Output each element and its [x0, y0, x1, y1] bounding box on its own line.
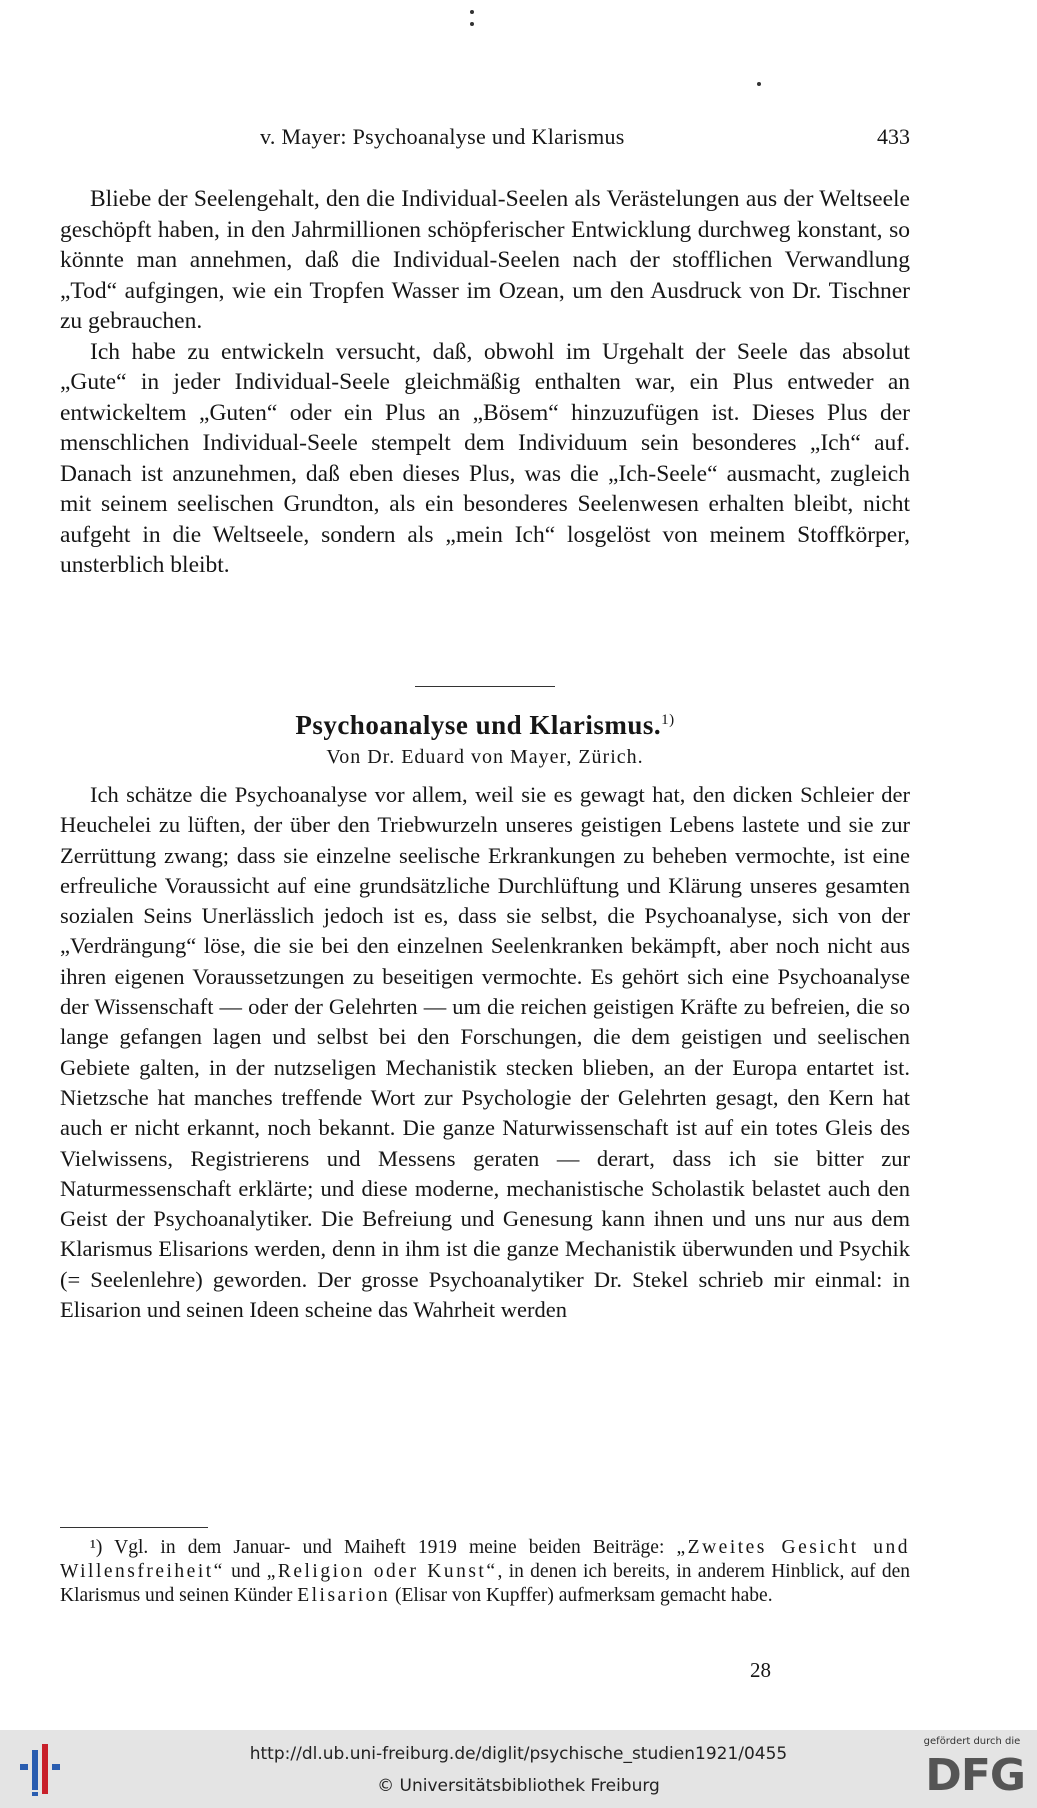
- scan-speck: [470, 22, 474, 26]
- footnote-part: und: [224, 1561, 267, 1582]
- scan-speck: [470, 10, 474, 14]
- page-header: [60, 124, 910, 158]
- footnote: [60, 1536, 910, 1608]
- dfg-logo-text: DFG: [925, 1750, 1025, 1801]
- footnote-divider: [60, 1527, 208, 1528]
- footnote-reference[interactable]: 1): [661, 712, 675, 728]
- article-body: [60, 780, 910, 1325]
- permalink-url[interactable]: http://dl.ub.uni-freiburg.de/diglit/psychische_studien1921/0455: [249, 1744, 788, 1764]
- section-separator: [415, 686, 555, 687]
- intro-paragraph: Bliebe der Seelengehalt, den die Individual-Seelen als Verästelungen aus der Weltseele geschöpft haben, in den Jahrmillionen schöpferischer Entwicklung durchweg konstant, so könnte man annehmen, daß die Individual-Seelen nach der stofflichen Verwandlung „Tod“ aufgingen, wie ein Tropfen Wasser im Ozean, um den Ausdruck von Dr. Tischner zu gebrauchen.: [60, 186, 910, 334]
- article-title-text: Psychoanalyse und Klarismus.: [295, 710, 662, 740]
- dfg-logo: [917, 1736, 1027, 1806]
- page-number: 433: [877, 124, 910, 149]
- footnote-title: „Zweites Gesicht und Willensfreiheit“: [60, 1537, 911, 1582]
- signature-mark: 28: [750, 1658, 771, 1682]
- footnote-name: Elisarion: [297, 1585, 391, 1606]
- footnote-text: [60, 1536, 910, 1608]
- footnote-part: (Elisar von Kupffer) aufmerksam gemacht habe.: [390, 1585, 773, 1606]
- viewer-footer: [0, 1730, 1037, 1808]
- article-byline: Von Dr. Eduard von Mayer, Zürich.: [326, 746, 644, 768]
- intro-text: [60, 184, 910, 581]
- article-title: [60, 710, 910, 741]
- scan-speck: [757, 82, 761, 86]
- footnote-part: , in denen ich bereits, in anderem Hinblick, auf den Klarismus und seinen Künder: [60, 1561, 910, 1606]
- footnote-part: ¹) Vgl. in dem Januar- und Maiheft 1919 meine beiden Beiträge:: [90, 1537, 677, 1558]
- footnote-title: „Religion oder Kunst“: [266, 1561, 498, 1582]
- running-head: v. Mayer: Psychoanalyse und Klarismus: [260, 124, 625, 149]
- body-paragraph: Ich schätze die Psychoanalyse vor allem, weil sie es gewagt hat, den dicken Schleier der Heuchelei zu lüften, der über den Triebwurzeln unseres geistigen Lebens lastete und sie zur Zerrüttung zwang; dass sie einzelne seelische Erkrankungen zu beheben vermochte, ist eine erfreuliche Voraussicht auf eine grundsätzliche Durchlüftung und Klärung unseres gesamten sozialen Seins Unerlässlich jedoch ist es, dass sie selbst, die Psychoanalyse, sich von der „Verdrängung“ löse, die sie bei den einzelnen Seelenkranken bekämpft, aber noch nicht aus ihren eigenen Voraussetzungen zu beseitigen vermochte. Es gehört sich eine Psychoanalyse der Wissenschaft — oder der Gelehrten — um die reichen geistigen Kräfte zu befreien, die so lange gefangen lagen und selbst bei den Forschungen, die dem geistigen und seelischen Gebiete galten, in der nutzseligen Mechanistik stecken blieben, an der Europa entartet ist. Nietzsche hat manches treffende Wort zur Psychologie der Gelehrten gesagt, den Kern hat auch er nicht erkannt, noch bekannt. Die ganze Naturwissenschaft ist auf ein totes Gleis des Vielwissens, Registrierens und Messens geraten — derart, dass ich sie bitter zur Naturmessenschaft erklärte; und diese moderne, mechanistische Scholastik belastet auch den Geist der Psychoanalytiker. Die Befreiung und Genesung kann ihnen und uns nur aus dem Klarismus Elisarions werden, denn in ihm ist die ganze Mechanistik überwunden und Psychik (= Seelenlehre) geworden. Der grosse Psychoanalytiker Dr. Stekel schrieb mir einmal: in Elisarion und seinen Ideen scheine das Wahrheit werden: [60, 782, 910, 1323]
- dfg-caption: gefördert durch die: [923, 1736, 1021, 1747]
- intro-paragraph: Ich habe zu entwickeln versucht, daß, obwohl im Urgehalt der Seele das absolut „Gute“ in jeder Individual-Seele gleichmäßig enthalten war, ein Plus entweder an entwickeltem „Guten“ oder ein Plus an „Bösem“ hinzuzufügen ist. Dieses Plus der menschlichen Individual-Seele stempelt dem Individuum sein besonderes „Ich“ auf. Danach ist anzunehmen, daß eben dieses Plus, was die „Ich-Seele“ ausmacht, zugleich mit seinem seelischen Grundton, als ein besonderes Seelenwesen erhalten bleibt, nicht aufgeht in die Weltseele, sondern als „mein Ich“ losgelöst von meinem Stoffkörper, unsterblich bleibt.: [60, 338, 910, 578]
- copyright-notice: © Universitätsbibliothek Freiburg: [377, 1776, 660, 1796]
